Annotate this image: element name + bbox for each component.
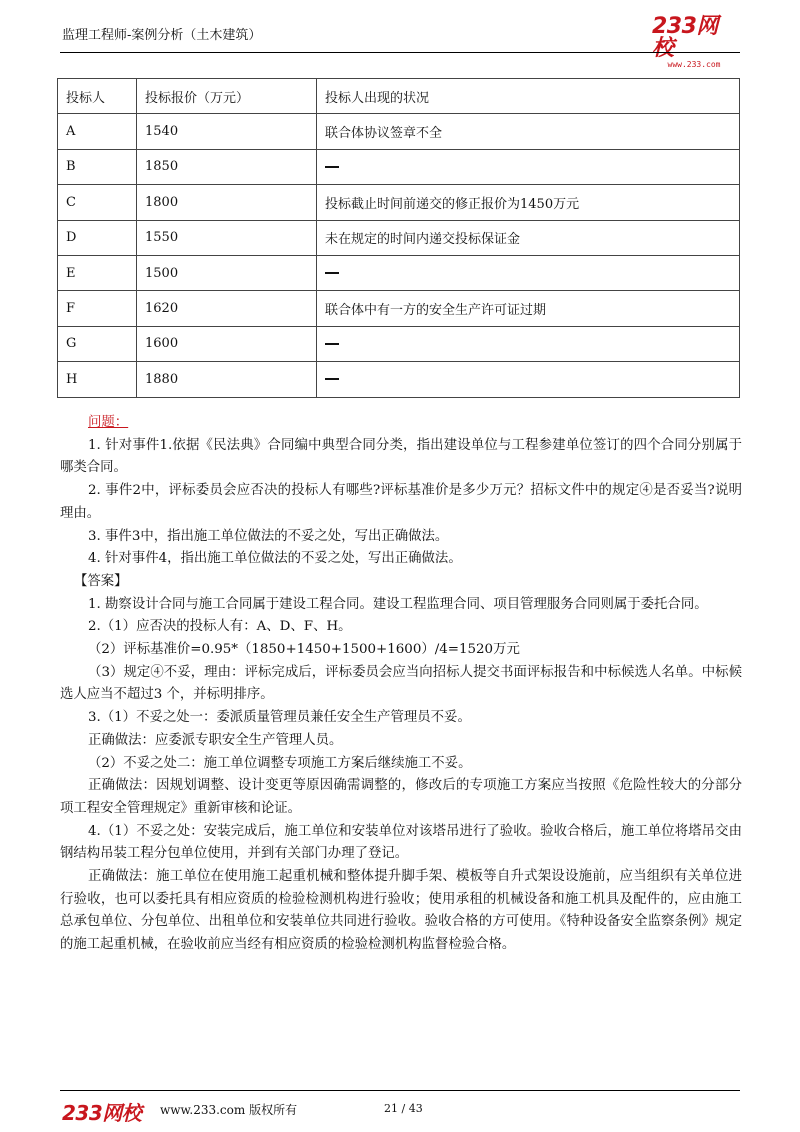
- answer-paragraph: 2.（1）应否决的投标人有：A、D、F、H。: [88, 619, 352, 635]
- status-cell: 未在规定的时间内递交投标保证金: [317, 220, 740, 255]
- dash-mark: [325, 272, 339, 274]
- status-cell: [317, 326, 740, 361]
- status-cell: 联合体协议签章不全: [317, 114, 740, 149]
- footer-logo: 233网校: [62, 1101, 142, 1125]
- bidder-cell: E: [58, 255, 137, 290]
- answer-paragraph: （3）规定④不妥，理由：评标完成后，评标委员会应当向招标人提交书面评标报告和中标候选人名单。中标候选人应当不超过3 个，并标明排序。: [60, 664, 742, 703]
- bidder-cell: G: [58, 326, 137, 361]
- bidder-cell: B: [58, 149, 137, 184]
- header-divider: [60, 52, 740, 53]
- brand-logo-text: 233网校: [652, 14, 718, 61]
- question-item: 2. 事件2中，评标委员会应否决的投标人有哪些?评标基准价是多少万元？招标文件中的规定④是否妥当?说明理由。: [60, 483, 742, 521]
- bidder-cell: F: [58, 291, 137, 326]
- question-item: 3. 事件3中，指出施工单位做法的不妥之处，写出正确做法。: [88, 528, 449, 544]
- price-cell: 1800: [137, 185, 317, 220]
- answers-heading: 【答案】: [74, 573, 128, 589]
- price-cell: 1500: [137, 255, 317, 290]
- table-row: [58, 326, 740, 361]
- bidder-cell: A: [58, 114, 137, 149]
- questions-heading: 问题：: [88, 415, 129, 430]
- table-row: [58, 114, 740, 149]
- price-cell: 1550: [137, 220, 317, 255]
- table-header-cell: 投标人: [58, 79, 137, 114]
- answer-paragraph: （2）不妥之处二：施工单位调整专项施工方案后继续施工不妥。: [88, 755, 472, 771]
- table-row: [58, 220, 740, 255]
- answer-paragraph: （2）评标基准价=0.95*（1850+1450+1500+1600）/4=1520万元: [88, 642, 520, 658]
- status-cell: 联合体中有一方的安全生产许可证过期: [317, 291, 740, 326]
- dash-mark: [325, 343, 339, 345]
- question-answer-section: [60, 412, 742, 957]
- answer-paragraph: 正确做法：施工单位在使用施工起重机械和整体提升脚手架、模板等自升式架设设施前，应当组织有关单位进行验收，也可以委托具有相应资质的检验检测机构进行验收；使用承租的机械设备和施工机具及配件的，应由施工总承包单位、分包单位、出租单位和安装单位共同进行验收。验收合格的方可使用。《特种设备安全监察条例》规定的施工起重机械，在验收前应当经有相应资质的检验检测机构监督检验合格。: [60, 869, 742, 953]
- bidder-cell: H: [58, 362, 137, 397]
- bid-table: [57, 78, 740, 398]
- answer-paragraph: 4.（1）不妥之处：安装完成后，施工单位和安装单位对该塔吊进行了验收。验收合格后，施工单位将塔吊交由钢结构吊装工程分包单位使用，并到有关部门办理了登记。: [60, 823, 742, 862]
- table-row: [58, 362, 740, 397]
- brand-logo: [652, 14, 736, 69]
- page-number: 21 / 43: [384, 1102, 423, 1115]
- bidder-cell: C: [58, 185, 137, 220]
- price-cell: 1850: [137, 149, 317, 184]
- table-header-cell: 投标人出现的状况: [317, 79, 740, 114]
- table-header-cell: 投标报价（万元）: [137, 79, 317, 114]
- dash-mark: [325, 378, 339, 380]
- price-cell: 1880: [137, 362, 317, 397]
- dash-mark: [325, 166, 339, 168]
- status-cell: [317, 362, 740, 397]
- price-cell: 1600: [137, 326, 317, 361]
- footer-copyright: www.233.com 版权所有: [160, 1103, 298, 1117]
- question-item: 1. 针对事件1.依据《民法典》合同编中典型合同分类，指出建设单位与工程参建单位签订的四个合同分别属于哪类合同。: [60, 437, 742, 476]
- answer-paragraph: 正确做法：应委派专职安全生产管理人员。: [88, 732, 343, 748]
- table-row: [58, 185, 740, 220]
- table-row: [58, 255, 740, 290]
- question-item: 4. 针对事件4，指出施工单位做法的不妥之处，写出正确做法。: [88, 551, 462, 567]
- price-cell: 1620: [137, 291, 317, 326]
- table-row: [58, 149, 740, 184]
- footer-divider: [60, 1090, 740, 1091]
- bidder-cell: D: [58, 220, 137, 255]
- status-cell: [317, 255, 740, 290]
- answer-paragraph: 正确做法：因规划调整、设计变更等原因确需调整的，修改后的专项施工方案应当按照《危险性较大的分部分项工程安全管理规定》重新审核和论证。: [60, 778, 742, 816]
- document-header-title: 监理工程师-案例分析（土木建筑）: [62, 28, 262, 43]
- table-header-row: [58, 79, 740, 114]
- price-cell: 1540: [137, 114, 317, 149]
- status-cell: 投标截止时间前递交的修正报价为1450万元: [317, 185, 740, 220]
- status-cell: [317, 149, 740, 184]
- answer-paragraph: 3.（1）不妥之处一：委派质量管理员兼任安全生产管理员不妥。: [88, 710, 471, 726]
- answer-paragraph: 1. 勘察设计合同与施工合同属于建设工程合同。建设工程监理合同、项目管理服务合同则属于委托合同。: [88, 596, 708, 612]
- brand-logo-url: www.233.com: [667, 60, 721, 69]
- table-row: [58, 291, 740, 326]
